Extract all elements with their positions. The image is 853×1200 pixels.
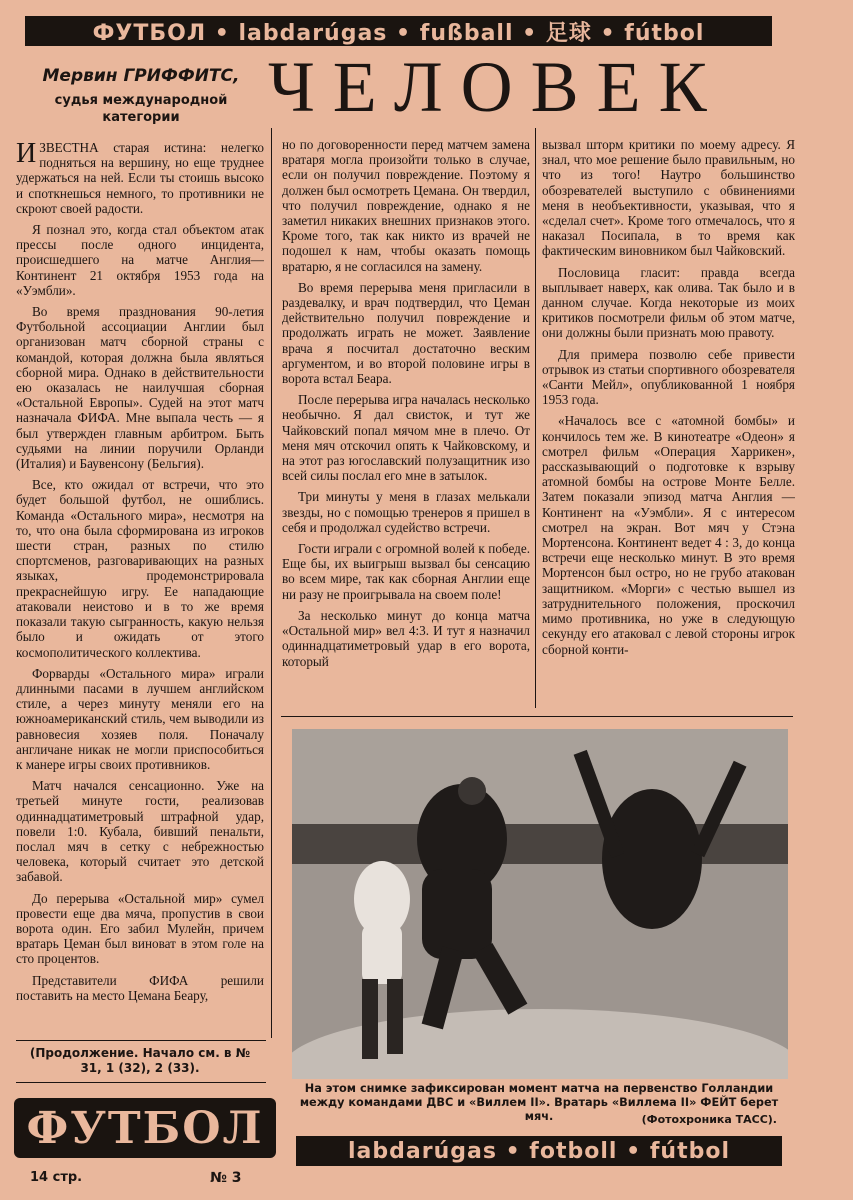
paragraph: Все, кто ожидал от встречи, что это будет большой футбол, не ошиблись. Команда «Остального мира», несмотря на то, что она была сформирована из игроков шести стран, разных по стилю спортсменов, разговаривающих на разных языках, продемонстрировала прекраснейшую игру. Ее нападающие атаковали неистово и в то же время показали такую сыгранность, какую нельзя было и ожидать от этого космополитического коллектива.	[16, 477, 264, 660]
paragraph: До перерыва «Остальной мир» сумел провести еще два мяча, пропустив в свои ворота один. Его забил Мулейн, причем вратарь Цеман был виноват в этом голе на сто процентов.	[16, 890, 264, 967]
text-column-1	[16, 140, 264, 1035]
photo-caption: На этом снимке зафиксирован момент матча на первенство Голландии между командами ДВС и «Виллем II». Вратарь «Виллема II» ФЕЙТ берет мяч.	[299, 1082, 779, 1123]
paragraph: Форварды «Остального мира» играли длинными пасами в лучшем английском стиле, а через минуту меняли его на южноамериканский стиль, чем выводили из равновесия хозяев поля. Поначалу англичане никак не могли приспособиться к манере игры своих противников.	[16, 665, 264, 772]
paragraph: Во время перерыва меня пригласили в раздевалку, и врач подтвердил, что Цеман действительно получил повреждение и продолжать играть не может. Заявление врача я посчитал достаточно веским аргументом, и во второй половине игры в ворота встал Беара.	[282, 279, 530, 387]
paragraph: вызвал шторм критики по моему адресу. Я знал, что мое решение было правильным, но что из того! Наутро большинство обозревателей выступило с обвинениями меня в необъективности, указывая, что я «сделал счет». Кроме того отмечалось, что я наказал Посипала, в то время как фактическим виновником был Чайковский.	[542, 137, 795, 259]
column-divider	[535, 128, 536, 708]
paragraph: Пословица гласит: правда всегда выплывает наверх, как олива. Так было и в данном случае. Когда некоторые из моих критиков посмотрели фильм об этом матче, они должны были признать мою правоту.	[542, 264, 795, 341]
paragraph: Представители ФИФА решили поставить на место Цемана Беару,	[16, 972, 264, 1003]
photo-credit: (Фотохроника ТАСС).	[641, 1113, 777, 1126]
continued-note: (Продолжение. Начало см. в № 31, 1 (32), 2 (33).	[29, 1046, 251, 1075]
section-divider	[16, 1040, 266, 1041]
author-block	[36, 66, 246, 126]
text-column-2	[282, 137, 530, 709]
paragraph: За несколько минут до конца матча «Остальной мир» вел 4:3. И тут я назначил одиннадцатиметровый удар в его ворота, который	[282, 607, 530, 669]
author-name: Мервин ГРИФФИТС,	[42, 66, 240, 86]
paragraph: Во время празднования 90-летия Футбольной ассоциации Англии был организован матч сборной страны с командой, которая должна была являться сборной мира. Однако в действительности ею оказалась не наилучшая сборная «Остальной Европы». Судей на этот матч назначала ФИФА. Мне выпала честь — я был утвержден главным арбитром. Быть судьями на линии поручили Орланди (Италия) и Баувенсону (Бельгия).	[16, 304, 264, 472]
text-column-3	[542, 137, 795, 709]
paragraph: Три минуты у меня в глазах мелькали звезды, но с помощью тренеров я пришел в себя и продолжал судейство встречи.	[282, 489, 530, 535]
section-divider	[16, 1082, 266, 1083]
article-title: ЧЕЛОВЕК	[268, 47, 725, 127]
match-photo	[292, 729, 788, 1079]
column-divider	[271, 128, 272, 1038]
paragraph: Для примера позволю себе привести отрывок из статьи спортивного обозревателя «Санти Мейл», опубликованной 1 ноября 1953 года.	[542, 346, 795, 408]
paragraph: Гости играли с огромной волей к победе. Еще бы, их выигрыш вызвал бы сенсацию во всем мире, так как сборная Англии еще ни разу не проигрывала на своем поле!	[282, 541, 530, 602]
paragraph: Матч начался сенсационно. Уже на третьей минуте гости, реализовав одиннадцатиметровый штрафной удар, повели 1:0. Кубала, бивший пенальти, послал мяч в сетку с небрежностью человека, который считает это детской забавой.	[16, 778, 264, 885]
paragraph: Я познал это, когда стал объектом атак прессы после одного инцидента, происшедшего на матче Англия—Континент 21 октября 1953 года на «Уэмбли».	[16, 222, 264, 298]
match-photo-illustration	[292, 729, 788, 1079]
dropcap: И	[16, 140, 37, 169]
paragraph: «Началось все с «атомной бомбы» и кончилось тем же. В кинотеатре «Одеон» я смотрел фильм «Операция Харрикен», рассказывающий о подготовке к взрыву атомной бомбы на острове Монте Белле. Затем показали эпизод матча Англия — Континент на «Уэмбли». Я с интересом смотрел на экран. Вот мяч у Стэна Мортенсона. Континент ведет 4 : 3, до конца встречи еще несколько минут. В это время Мортенсон был остро, но не грубо атакован защитником. «Морги» с честью вышел из затруднительного положения, проскочил мимо противника, но уже в следующую секунду его атаковал с левой стороны игрок сборной конти-	[542, 413, 795, 657]
paragraph: После перерыва игра началась несколько необычно. Я дал свисток, и тут же Чайковский попал мячом мне в плечо. От меня мяч отскочил опять к Чайковскому, и на этот раз югославский полузащитник изо всей силы послал его мне в затылок.	[282, 392, 530, 484]
paragraph: но по договоренности перед матчем замена вратаря могла произойти только в случае, если он получил повреждение. Поэтому я должен был осмотреть Цемана. Он твердил, что получил повреждение, однако я не заметил никаких внешних признаков этого. Кроме того, так как никто из врачей не подошел к нам, чтобы оказать помощь вратарю, я не согласился на замену.	[282, 137, 530, 274]
author-role: судья международной категории	[54, 93, 228, 125]
paragraph: ИЗВЕСТНА старая истина: нелегко подняться на вершину, но еще труднее удержаться на ней. Если ты стоишь высоко и споткнешься немного, то противники не скроют своей радости.	[16, 140, 264, 216]
issue-number: № 3	[210, 1170, 242, 1186]
section-divider	[281, 716, 793, 717]
magazine-logo: ФУТБОЛ	[14, 1098, 276, 1158]
page-number: 14 стр.	[30, 1170, 83, 1185]
top-banner: ФУТБОЛ • labdarúgas • fußball • 足球 • fútbol	[25, 16, 772, 46]
bottom-banner: labdarúgas • fotboll • fútbol	[296, 1136, 782, 1166]
